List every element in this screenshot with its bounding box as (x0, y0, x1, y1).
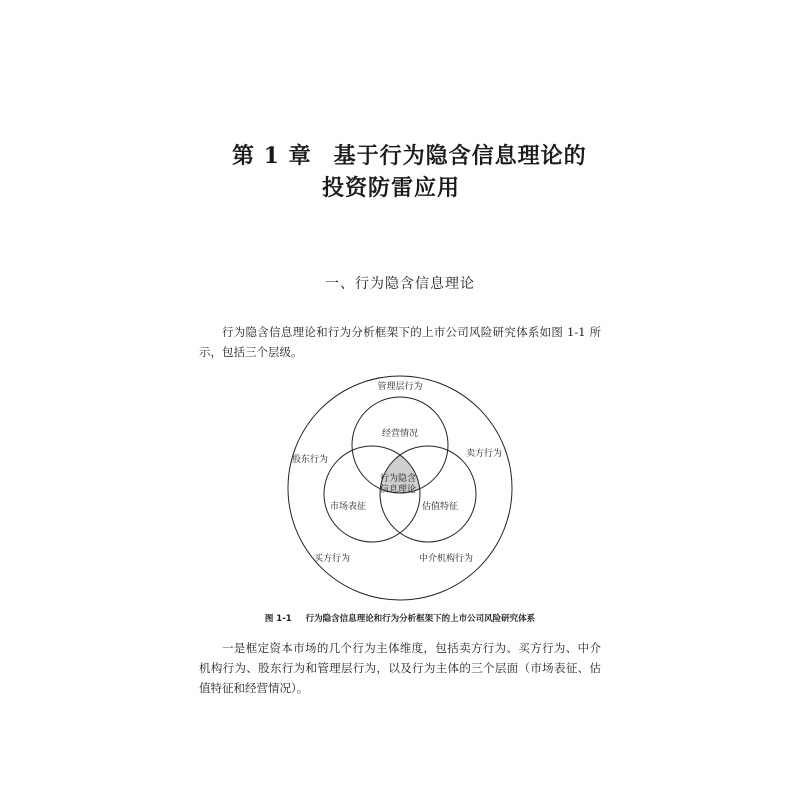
label-center-line1: 行为隐含 (379, 474, 417, 484)
paragraph-level-one: 一是框定资本市场的几个行为主体维度，包括卖方行为、买方行为、中介机构行为、股东行为和管理层行为，以及行为主体的三个层面（市场表征、估值特征和经营情况）。 (199, 641, 601, 695)
label-seller: 卖方行为 (465, 449, 503, 459)
label-buyer: 买方行为 (313, 554, 351, 564)
chapter-title-line2: 投资防雷应用 (322, 175, 461, 201)
figure-caption (0, 612, 800, 624)
paragraph-intro: 行为隐含信息理论和行为分析框架下的上市公司风险研究体系如图 1-1 所示，包括三个层级。 (199, 325, 601, 359)
venn-diagram (280, 368, 520, 608)
caption-text: 行为隐含信息理论和行为分析框架下的上市公司风险研究体系 (305, 614, 536, 624)
section-heading: 一、行为隐含信息理论 (325, 276, 475, 292)
label-valuation: 估值特征 (421, 502, 459, 512)
label-center-line2: 信息理论 (379, 485, 417, 495)
chapter-title (232, 140, 592, 204)
label-operations: 经营情况 (381, 429, 419, 439)
caption-number: 图 1-1 (264, 614, 292, 624)
label-intermediary: 中介机构行为 (418, 554, 474, 564)
label-management: 管理层行为 (377, 382, 423, 392)
label-shareholder: 股东行为 (291, 455, 329, 465)
chapter-title-text1: 基于行为隐含信息理论的 (333, 143, 587, 169)
chapter-title-line1 (232, 140, 592, 172)
chapter-number: 第 1 章 (232, 143, 312, 169)
figure-diagram (280, 368, 520, 608)
label-market-signals: 市场表征 (329, 502, 367, 512)
